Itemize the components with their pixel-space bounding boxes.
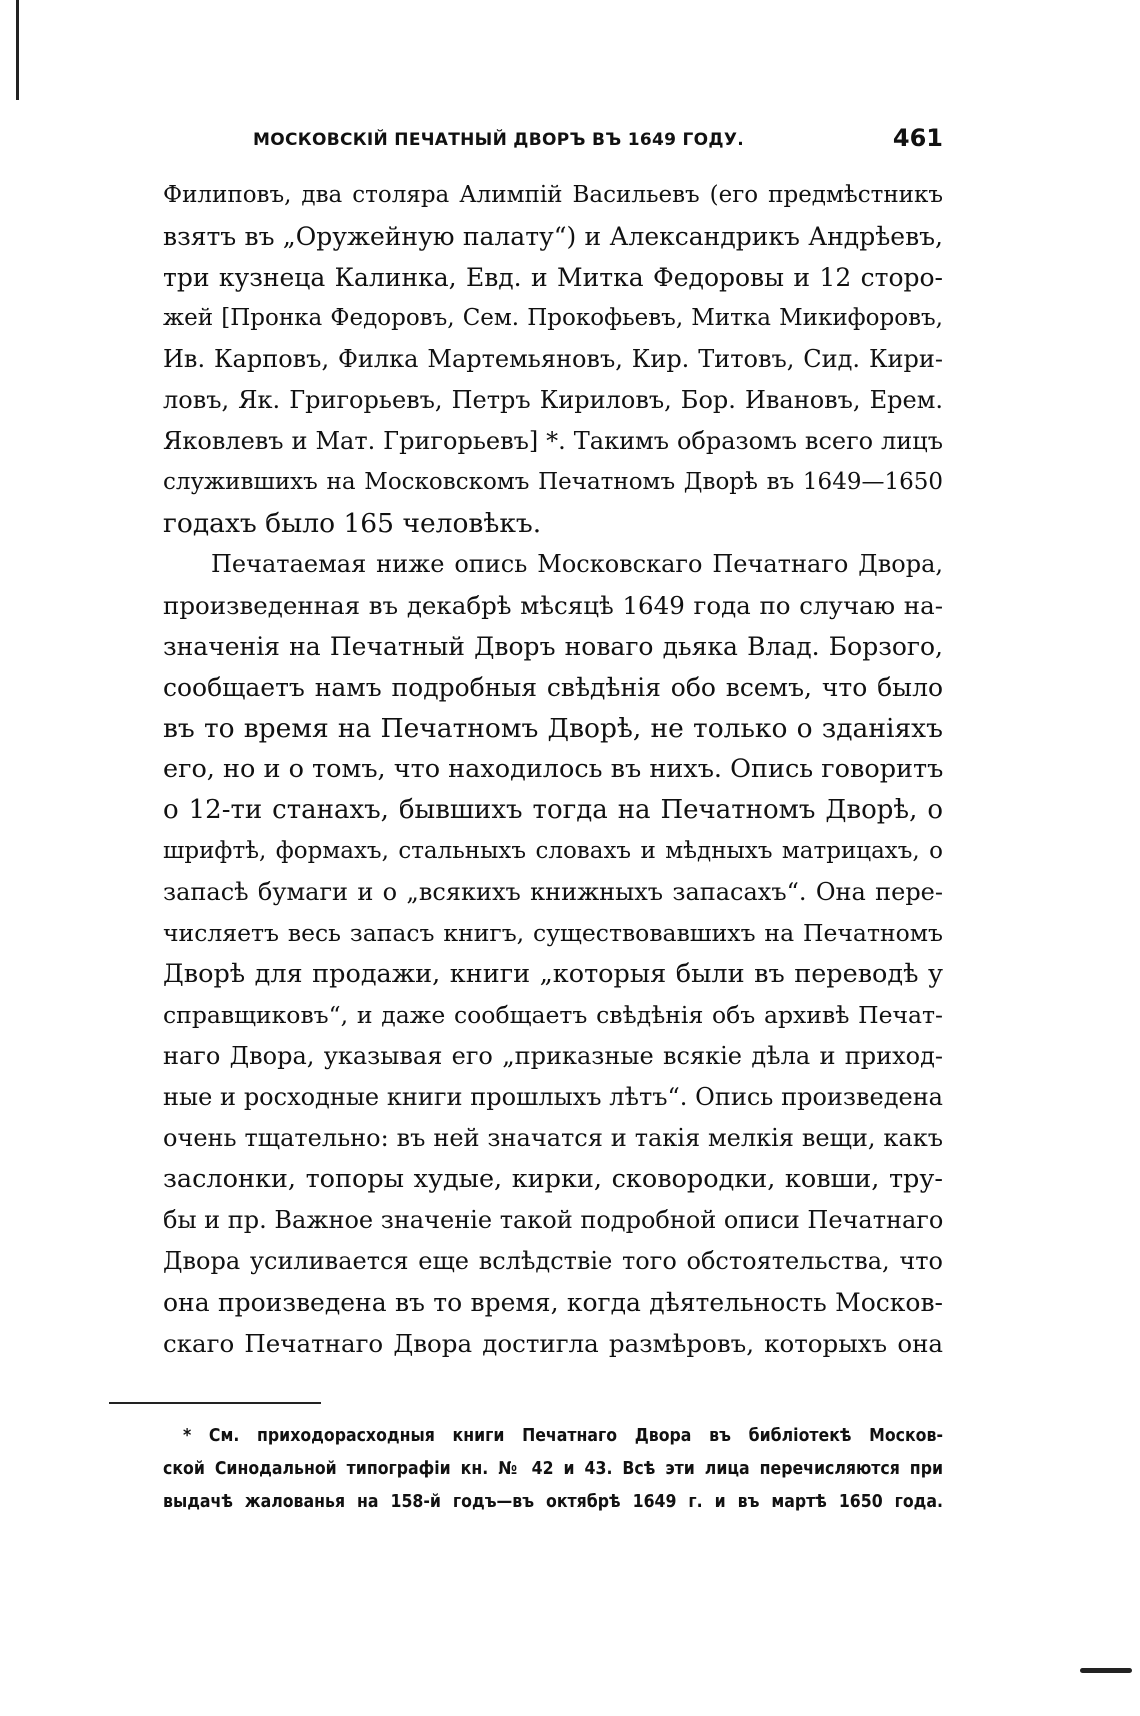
- body-line: заслонки, топоры худые, кирки, сковородки, ковши, тру-: [163, 1164, 943, 1194]
- page-number: 461: [892, 124, 943, 152]
- body-line: наго Двора, указывая его „приказные всякіе дѣла и приход-: [163, 1042, 943, 1070]
- body-line: Двора усиливается еще вслѣдствіе того обстоятельства, что: [163, 1247, 943, 1275]
- body-line: Ив. Карповъ, Филка Мартемьяновъ, Кир. Титовъ, Сид. Кири-: [163, 345, 943, 373]
- body-line: справщиковъ“, и даже сообщаетъ свѣдѣнія объ архивѣ Печат-: [163, 1001, 943, 1029]
- footnote: [163, 1420, 943, 1519]
- left-margin-rule: [16, 0, 19, 100]
- body-line: взятъ въ „Оружейную палату“) и Александрикъ Андрѣевъ,: [163, 222, 943, 251]
- body-line: годахъ было 165 человѣкъ.: [163, 508, 542, 539]
- body-line: о 12-ти станахъ, бывшихъ тогда на Печатномъ Дворѣ, о: [163, 795, 943, 825]
- body-line: жей [Пронка Федоровъ, Сем. Прокофьевъ, Митка Микифоровъ,: [163, 305, 943, 331]
- body-line: три кузнеца Калинка, Евд. и Митка Федоровы и 12 сторо-: [163, 263, 943, 292]
- body-line: Дворѣ для продажи, книги „которыя были въ переводѣ у: [163, 959, 943, 989]
- footnote-line: ской Синодальной типографіи кн. № 42 и 43. Всѣ эти лица перечисляются при: [163, 1459, 943, 1479]
- running-title: МОСКОВСКІЙ ПЕЧАТНЫЙ ДВОРЪ ВЪ 1649 ГОДУ.: [253, 130, 744, 150]
- footnote-line: * См. приходорасходныя книги Печатнаго Двора въ библіотекѣ Москов-: [183, 1426, 943, 1446]
- body-line: шрифтѣ, формахъ, стальныхъ словахъ и мѣдныхъ матрицахъ, о: [163, 838, 943, 864]
- body-line: ловъ, Як. Григорьевъ, Петръ Кириловъ, Бор. Ивановъ, Ерем.: [163, 386, 943, 414]
- body-line: произведенная въ декабрѣ мѣсяцѣ 1649 года по случаю на-: [163, 591, 943, 620]
- body-line: значенія на Печатный Дворъ новаго дьяка Влад. Борзого,: [163, 632, 943, 661]
- footnote-divider: [109, 1402, 321, 1404]
- body-line: числяетъ весь запасъ книгъ, существовавшихъ на Печатномъ: [163, 919, 943, 947]
- body-line: его, но и о томъ, что находилось въ нихъ. Опись говоритъ: [163, 754, 944, 784]
- body-line: сообщаетъ намъ подробныя свѣдѣнія обо всемъ, что было: [163, 673, 943, 702]
- page-edge-mark: [1080, 1668, 1132, 1673]
- body-line: служившихъ на Московскомъ Печатномъ Дворѣ въ 1649—1650: [163, 469, 943, 495]
- body-line: она произведена въ то время, когда дѣятельность Москов-: [163, 1288, 943, 1317]
- body-line: Яковлевъ и Мат. Григорьевъ] *. Такимъ образомъ всего лицъ: [163, 427, 943, 455]
- body-text: [163, 175, 943, 1364]
- body-line: очень тщательно: въ ней значатся и такія мелкія вещи, какъ: [163, 1124, 943, 1152]
- body-line: Филиповъ, два столяра Алимпій Васильевъ (его предмѣстникъ: [163, 182, 943, 208]
- body-line: бы и пр. Важное значеніе такой подробной описи Печатнаго: [163, 1206, 944, 1234]
- body-line: скаго Печатнаго Двора достигла размѣровъ, которыхъ она: [163, 1329, 943, 1358]
- body-line: Печатаемая ниже опись Московскаго Печатнаго Двора,: [211, 550, 943, 578]
- body-line: въ то время на Печатномъ Дворѣ, не только о зданіяхъ: [163, 713, 943, 744]
- page-header: [163, 124, 943, 158]
- footnote-line: выдачѣ жалованья на 158-й годъ—въ октябрѣ 1649 г. и въ мартѣ 1650 года.: [163, 1492, 943, 1512]
- body-line: ные и росходные книги прошлыхъ лѣтъ“. Опись произведена: [163, 1083, 943, 1111]
- body-line: запасѣ бумаги и о „всякихъ книжныхъ запасахъ“. Она пере-: [163, 878, 943, 906]
